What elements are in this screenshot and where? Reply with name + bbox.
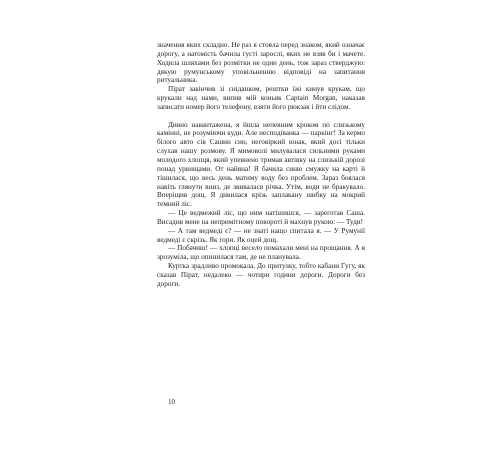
- paragraph: — Побачиш! — хлопці весело помахали мені на прощання. А я зрозуміла, що опинилася там, де не планувала.: [157, 244, 365, 262]
- paragraph: — А там ведмеді є? — не знаті нащо спитала я. — У Румунії ведмеді є скрізь. Як гори. Як оцей дощ.: [157, 226, 365, 244]
- paragraph: Дивно навантажена, я йшла непевним кроком по слизькому камінні, не розуміючи куди. Але несподіванка — паркінг! За кермо білого авто сів Сашин син, неговіркий юнак, який досі тільки слухав нашу розмову. Я мимоволі милувалася сильними руками молодого хлопця, який упевнено тримав автівку на слизькій дорозі понад урвищами. От найяна! Я бачила синю смужку на карті й тішилася, що весь день матиму воду без проблем. Зараз боялася навіть глянути вниз, де звивалася річка. Утім, води не бракувало. Вперіщив дощ. Я дивилася крізь заплакану шибку на мокрий темний ліс.: [157, 120, 365, 209]
- paragraph: Куртка зрадливо промокала. До притулку, тобто кабани Гугу, як сказав Пірат, недалеко — чотири години дороги. Дороги без дороги.: [157, 262, 365, 288]
- body-text: [157, 41, 365, 289]
- page-number: 10: [168, 398, 175, 406]
- paragraph: значення яких складно. Не раз я стояла перед знаком, який означає дорогу, а натомість бачила густі зарослі, яких не взяв би і мачете. Ходила шляхами без розмітки не один день, тож зараз стверджую: дякую румунському уповільненню відповіді на запитання ритуальника.: [157, 41, 365, 85]
- paragraph: — Це ведмежий ліс, що ним натішишся, — зареготав Саша. Висадив мене на непримітному повороті й махнув рукою: — Туди!: [157, 209, 365, 226]
- paragraph: Пірат закінчив зі сніданком, рештки їжі кинув крукам, що крукали над нами, випив мій коньяк Captain Morgan, наказав записати номер його телефону, взяти його рюкзак і йти слідом.: [157, 85, 365, 111]
